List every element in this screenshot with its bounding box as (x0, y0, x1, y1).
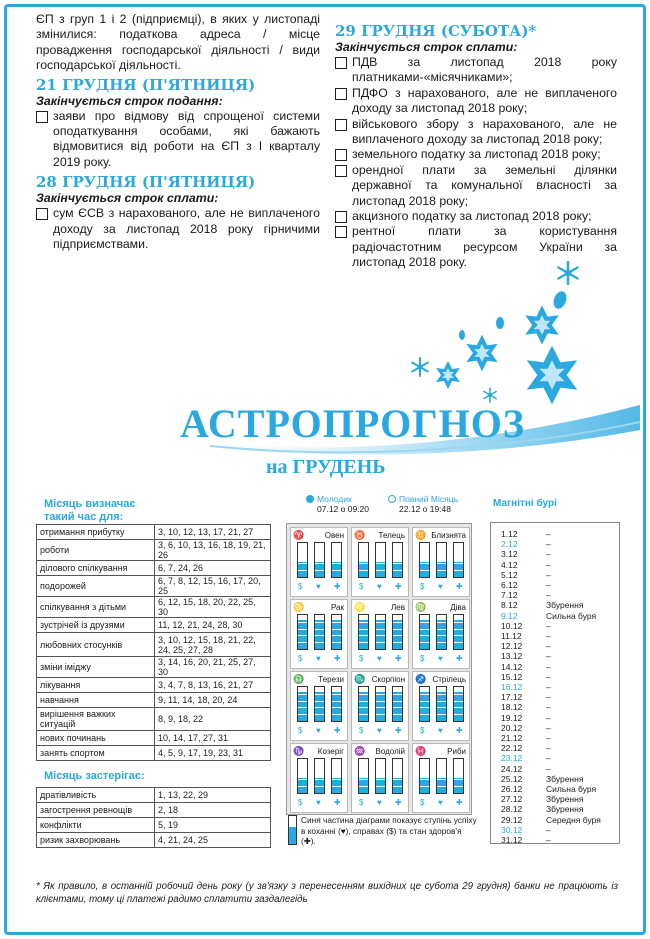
zodiac-name: Риби (447, 747, 466, 756)
magnetic-heading: Магнітні бурі (493, 498, 557, 509)
success-bar (331, 758, 342, 794)
success-bar (358, 686, 369, 722)
health-icon: ✚ (334, 798, 341, 807)
zodiac-glyph-icon: ♎ (293, 674, 305, 684)
zodiac-name: Водолій (375, 747, 405, 756)
zodiac-legend: Синя частина діаграми показує ступінь успіху в коханні (♥), справах ($) та стан здоров'я (✚). (288, 815, 478, 847)
checkbox-icon[interactable] (335, 149, 347, 161)
dec21-item: заяви про відмову від спрощеної системи оподаткування особами, які бажають відмовитися від роботи на ЄП з І кварталу 2019 року. (36, 109, 320, 171)
table-row: нових починань 10, 14, 17, 27, 31 (37, 731, 271, 746)
zodiac-glyph-icon: ♒ (354, 746, 366, 756)
zodiac-cell (351, 671, 409, 741)
dec29-item: ПДВ за листопад 2018 року платниками-«місячниками»; (335, 55, 617, 86)
love-icon: ♥ (377, 726, 382, 735)
zodiac-glyph-icon: ♓ (415, 746, 427, 756)
dec29-item: орендної плати за земельні ділянки державної та комунальної власності за листопад 2018 року; (335, 163, 617, 209)
success-bar (392, 758, 403, 794)
love-icon: ♥ (316, 654, 321, 663)
health-icon: ✚ (456, 726, 463, 735)
success-bar (314, 758, 325, 794)
success-bar (358, 758, 369, 794)
success-bar (436, 758, 447, 794)
magnetic-row: 18.12 – (501, 702, 551, 713)
zodiac-cell (290, 599, 348, 669)
zodiac-name: Рак (330, 603, 344, 612)
table-row: роботи 3, 6, 10, 13, 16, 18, 19, 21, 26 (37, 540, 271, 561)
success-bar (419, 758, 430, 794)
money-icon: $ (420, 798, 425, 807)
success-bar (375, 758, 386, 794)
dec29-item: військового збору з нарахованого, але не виплаченого доходу за листопад 2018 року; (335, 117, 617, 148)
table-row: подорожей 6, 7, 8, 12, 15, 16, 17, 20, 25 (37, 576, 271, 597)
money-icon: $ (298, 654, 303, 663)
health-icon: ✚ (334, 654, 341, 663)
table-row: ризик захворювань 4, 21, 24, 25 (37, 833, 271, 848)
success-bar (419, 614, 430, 650)
new-moon-icon (306, 495, 314, 503)
money-icon: $ (420, 582, 425, 591)
dec28-item: сум ЄСВ з нарахованого, але не виплаченого доходу за листопад 2018 року гірничими підприємствами. (36, 206, 320, 252)
zodiac-glyph-icon: ♌ (354, 602, 366, 612)
zodiac-grid (286, 523, 472, 815)
success-bar (392, 614, 403, 650)
magnetic-row: 27.12 Збурення (501, 794, 584, 805)
dec29-item: ПДФО з нарахованого, але не виплаченого доходу за листопад 2018 року; (335, 86, 617, 117)
zodiac-name: Козеріг (317, 747, 344, 756)
success-bar (331, 542, 342, 578)
success-bar (436, 686, 447, 722)
success-bar (453, 686, 464, 722)
money-icon: $ (359, 798, 364, 807)
dec29-subtitle: Закінчується строк сплати: (335, 40, 518, 54)
health-icon: ✚ (456, 582, 463, 591)
dec29-item: земельного податку за листопад 2018 року; (335, 147, 617, 162)
magnetic-row: 6.12 – (501, 580, 551, 590)
magnetic-row: 13.12 – (501, 651, 551, 662)
favorable-heading: Місяць визначає такий час для: (44, 498, 136, 523)
table-row: загострення ревнощів 2, 18 (37, 803, 271, 818)
love-icon: ♥ (438, 798, 443, 807)
magnetic-row: 10.12 – (501, 620, 551, 631)
magnetic-row: 7.12 – (501, 590, 551, 601)
zodiac-name: Телець (378, 531, 405, 540)
success-bar (419, 686, 430, 722)
success-bar (297, 614, 308, 650)
table-row: зустрічей із друзями 11, 12, 21, 24, 28, 30 (37, 618, 271, 633)
zodiac-cell (351, 527, 409, 597)
zodiac-name: Овен (324, 531, 344, 540)
magnetic-row: 23.12 – (501, 753, 551, 764)
astro-subtitle: на ГРУДЕНЬ (266, 456, 386, 478)
magnetic-row: 29.12 Середня буря (501, 814, 601, 825)
magnetic-row: 17.12 – (501, 692, 551, 703)
zodiac-glyph-icon: ♑ (293, 746, 305, 756)
success-bar (358, 614, 369, 650)
magnetic-row: 1.12 – (501, 529, 551, 539)
success-bar (375, 686, 386, 722)
table-row: дратівливість 1, 13, 22, 29 (37, 788, 271, 803)
love-icon: ♥ (438, 582, 443, 591)
warning-table (36, 787, 271, 848)
zodiac-cell (290, 743, 348, 813)
magnetic-table (490, 522, 620, 844)
zodiac-name: Діва (450, 603, 466, 612)
dec29-title: 29 ГРУДНЯ (СУБОТА)* (335, 22, 537, 40)
love-icon: ♥ (377, 582, 382, 591)
table-row: навчання 9, 11, 14, 18, 20, 24 (37, 693, 271, 708)
magnetic-row: 14.12 – (501, 661, 551, 672)
money-icon: $ (359, 654, 364, 663)
zodiac-glyph-icon: ♋ (293, 602, 305, 612)
love-icon: ♥ (438, 726, 443, 735)
love-icon: ♥ (316, 726, 321, 735)
table-row: лікування 3, 4, 7, 8, 13, 16, 21, 27 (37, 678, 271, 693)
zodiac-cell (290, 671, 348, 741)
health-icon: ✚ (456, 798, 463, 807)
zodiac-glyph-icon: ♐ (415, 674, 427, 684)
legend-bar-icon (288, 815, 297, 845)
table-row: отримання прибутку 3, 10, 12, 13, 17, 21, 27 (37, 525, 271, 540)
magnetic-row: 26.12 Сильна буря (501, 784, 597, 794)
magnetic-row: 24.12 – (501, 763, 551, 774)
success-bar (453, 614, 464, 650)
dec21-subtitle: Закінчується строк подання: (36, 93, 223, 108)
success-bar (314, 542, 325, 578)
checkbox-icon[interactable] (335, 165, 347, 177)
checkbox-icon[interactable] (335, 119, 347, 131)
favorable-table (36, 524, 271, 761)
table-row: зміни іміджу 3, 14, 16, 20, 21, 25, 27, 30 (37, 657, 271, 678)
health-icon: ✚ (395, 582, 402, 591)
magnetic-row: 31.12 – (501, 835, 551, 845)
dec29-item: акцизного податку за листопад 2018 року; (335, 209, 617, 224)
health-icon: ✚ (395, 654, 402, 663)
right-column (335, 20, 617, 271)
zodiac-name: Скорпіон (371, 675, 405, 684)
dec29-item: рентної плати за користування радіочастотним ресурсом України за листопад 2018 року. (335, 224, 617, 270)
table-row: конфлікти 5, 19 (37, 818, 271, 833)
zodiac-cell (412, 743, 470, 813)
success-bar (392, 686, 403, 722)
love-icon: ♥ (438, 654, 443, 663)
magnetic-row: 5.12 – (501, 569, 551, 580)
success-bar (436, 542, 447, 578)
magnetic-row: 12.12 – (501, 641, 551, 652)
money-icon: $ (420, 654, 425, 663)
magnetic-row: 11.12 – (501, 631, 551, 641)
zodiac-name: Близнята (431, 531, 466, 540)
success-bar (331, 614, 342, 650)
dec28-subtitle: Закінчується строк сплати: (36, 191, 219, 206)
checkbox-icon[interactable] (36, 208, 48, 220)
zodiac-glyph-icon: ♈ (293, 530, 305, 540)
success-bar (453, 542, 464, 578)
money-icon: $ (359, 726, 364, 735)
checkbox-icon[interactable] (36, 111, 48, 123)
dec21-title: 21 ГРУДНЯ (П'ЯТНИЦЯ) (36, 75, 256, 94)
dec28-title: 28 ГРУДНЯ (П'ЯТНИЦЯ) (36, 173, 256, 192)
magnetic-row: 9.12 Сильна буря (501, 610, 597, 621)
table-row: занять спортом 4, 5, 9, 17, 19, 23, 31 (37, 746, 271, 761)
zodiac-cell (412, 527, 470, 597)
magnetic-row: 19.12 – (501, 712, 551, 723)
zodiac-glyph-icon: ♊ (415, 530, 427, 540)
money-icon: $ (420, 726, 425, 735)
warning-heading: Місяць застерігає: (44, 770, 145, 782)
magnetic-row: 21.12 – (501, 733, 551, 743)
love-icon: ♥ (377, 798, 382, 807)
table-row: любовних стосунків 3, 10, 12, 15, 18, 21, 22, 24, 25, 27, 28 (37, 633, 271, 657)
checkbox-icon[interactable] (335, 211, 347, 223)
success-bar (375, 542, 386, 578)
table-row: вирішення важких ситуацій 8, 9, 18, 22 (37, 708, 271, 731)
success-bar (297, 758, 308, 794)
footnote: * Як правило, в останній робочий день року (у зв'язку з перенесенням вихідних це субота 29 грудня) банки не працюють із клієнтами, тому ці платежі радимо сплатити заздалегідь (36, 881, 618, 905)
love-icon: ♥ (377, 654, 382, 663)
zodiac-name: Терези (318, 675, 344, 684)
money-icon: $ (359, 582, 364, 591)
health-icon: ✚ (395, 726, 402, 735)
full-moon: Повний Місяць 22.12 о 19:48 (388, 494, 458, 514)
table-row: ділового спілкування 6, 7, 24, 26 (37, 561, 271, 576)
success-bar (331, 686, 342, 722)
money-icon: $ (298, 726, 303, 735)
magnetic-row: 8.12 Збурення (501, 600, 584, 611)
success-bar (436, 614, 447, 650)
success-bar (314, 686, 325, 722)
zodiac-glyph-icon: ♍ (415, 602, 427, 612)
zodiac-glyph-icon: ♏ (354, 674, 366, 684)
magnetic-row: 3.12 – (501, 549, 551, 560)
zodiac-glyph-icon: ♉ (354, 530, 366, 540)
love-icon: ♥ (316, 582, 321, 591)
zodiac-name: Стрілець (432, 675, 466, 684)
health-icon: ✚ (456, 654, 463, 663)
love-icon: ♥ (316, 798, 321, 807)
money-icon: $ (298, 582, 303, 591)
magnetic-row: 25.12 Збурення (501, 773, 584, 784)
money-icon: $ (298, 798, 303, 807)
success-bar (297, 542, 308, 578)
success-bar (314, 614, 325, 650)
health-icon: ✚ (334, 582, 341, 591)
success-bar (358, 542, 369, 578)
magnetic-row: 15.12 – (501, 671, 551, 682)
health-icon: ✚ (395, 798, 402, 807)
new-moon: Молодик 07.12 о 09:20 (306, 494, 369, 514)
checkbox-icon[interactable] (335, 88, 347, 100)
success-bar (392, 542, 403, 578)
zodiac-cell (290, 527, 348, 597)
zodiac-cell (351, 599, 409, 669)
magnetic-row: 16.12 – (501, 682, 551, 692)
magnetic-row: 22.12 – (501, 743, 551, 754)
success-bar (419, 542, 430, 578)
zodiac-cell (412, 599, 470, 669)
left-intro: ЄП з груп 1 і 2 (підприємці), в яких у листопаді змінилися: податкова адреса / місце провадження господарської діяльності / види господарської діяльності. (36, 12, 320, 73)
astro-title: АСТРОПРОГНОЗ (180, 401, 525, 446)
full-moon-icon (388, 495, 396, 503)
zodiac-cell (351, 743, 409, 813)
magnetic-row: 30.12 – (501, 824, 551, 835)
left-column (36, 12, 320, 252)
zodiac-cell (412, 671, 470, 741)
magnetic-row: 20.12 – (501, 722, 551, 733)
success-bar (453, 758, 464, 794)
magnetic-row: 4.12 – (501, 559, 551, 570)
checkbox-icon[interactable] (335, 57, 347, 69)
magnetic-row: 2.12 – (501, 539, 551, 550)
table-row: спілкування з дітьми 6, 12, 15, 18, 20, 22, 25, 30 (37, 597, 271, 618)
success-bar (297, 686, 308, 722)
health-icon: ✚ (334, 726, 341, 735)
checkbox-icon[interactable] (335, 226, 347, 238)
zodiac-name: Лев (391, 603, 405, 612)
magnetic-row: 28.12 Збурення (501, 804, 584, 815)
success-bar (375, 614, 386, 650)
